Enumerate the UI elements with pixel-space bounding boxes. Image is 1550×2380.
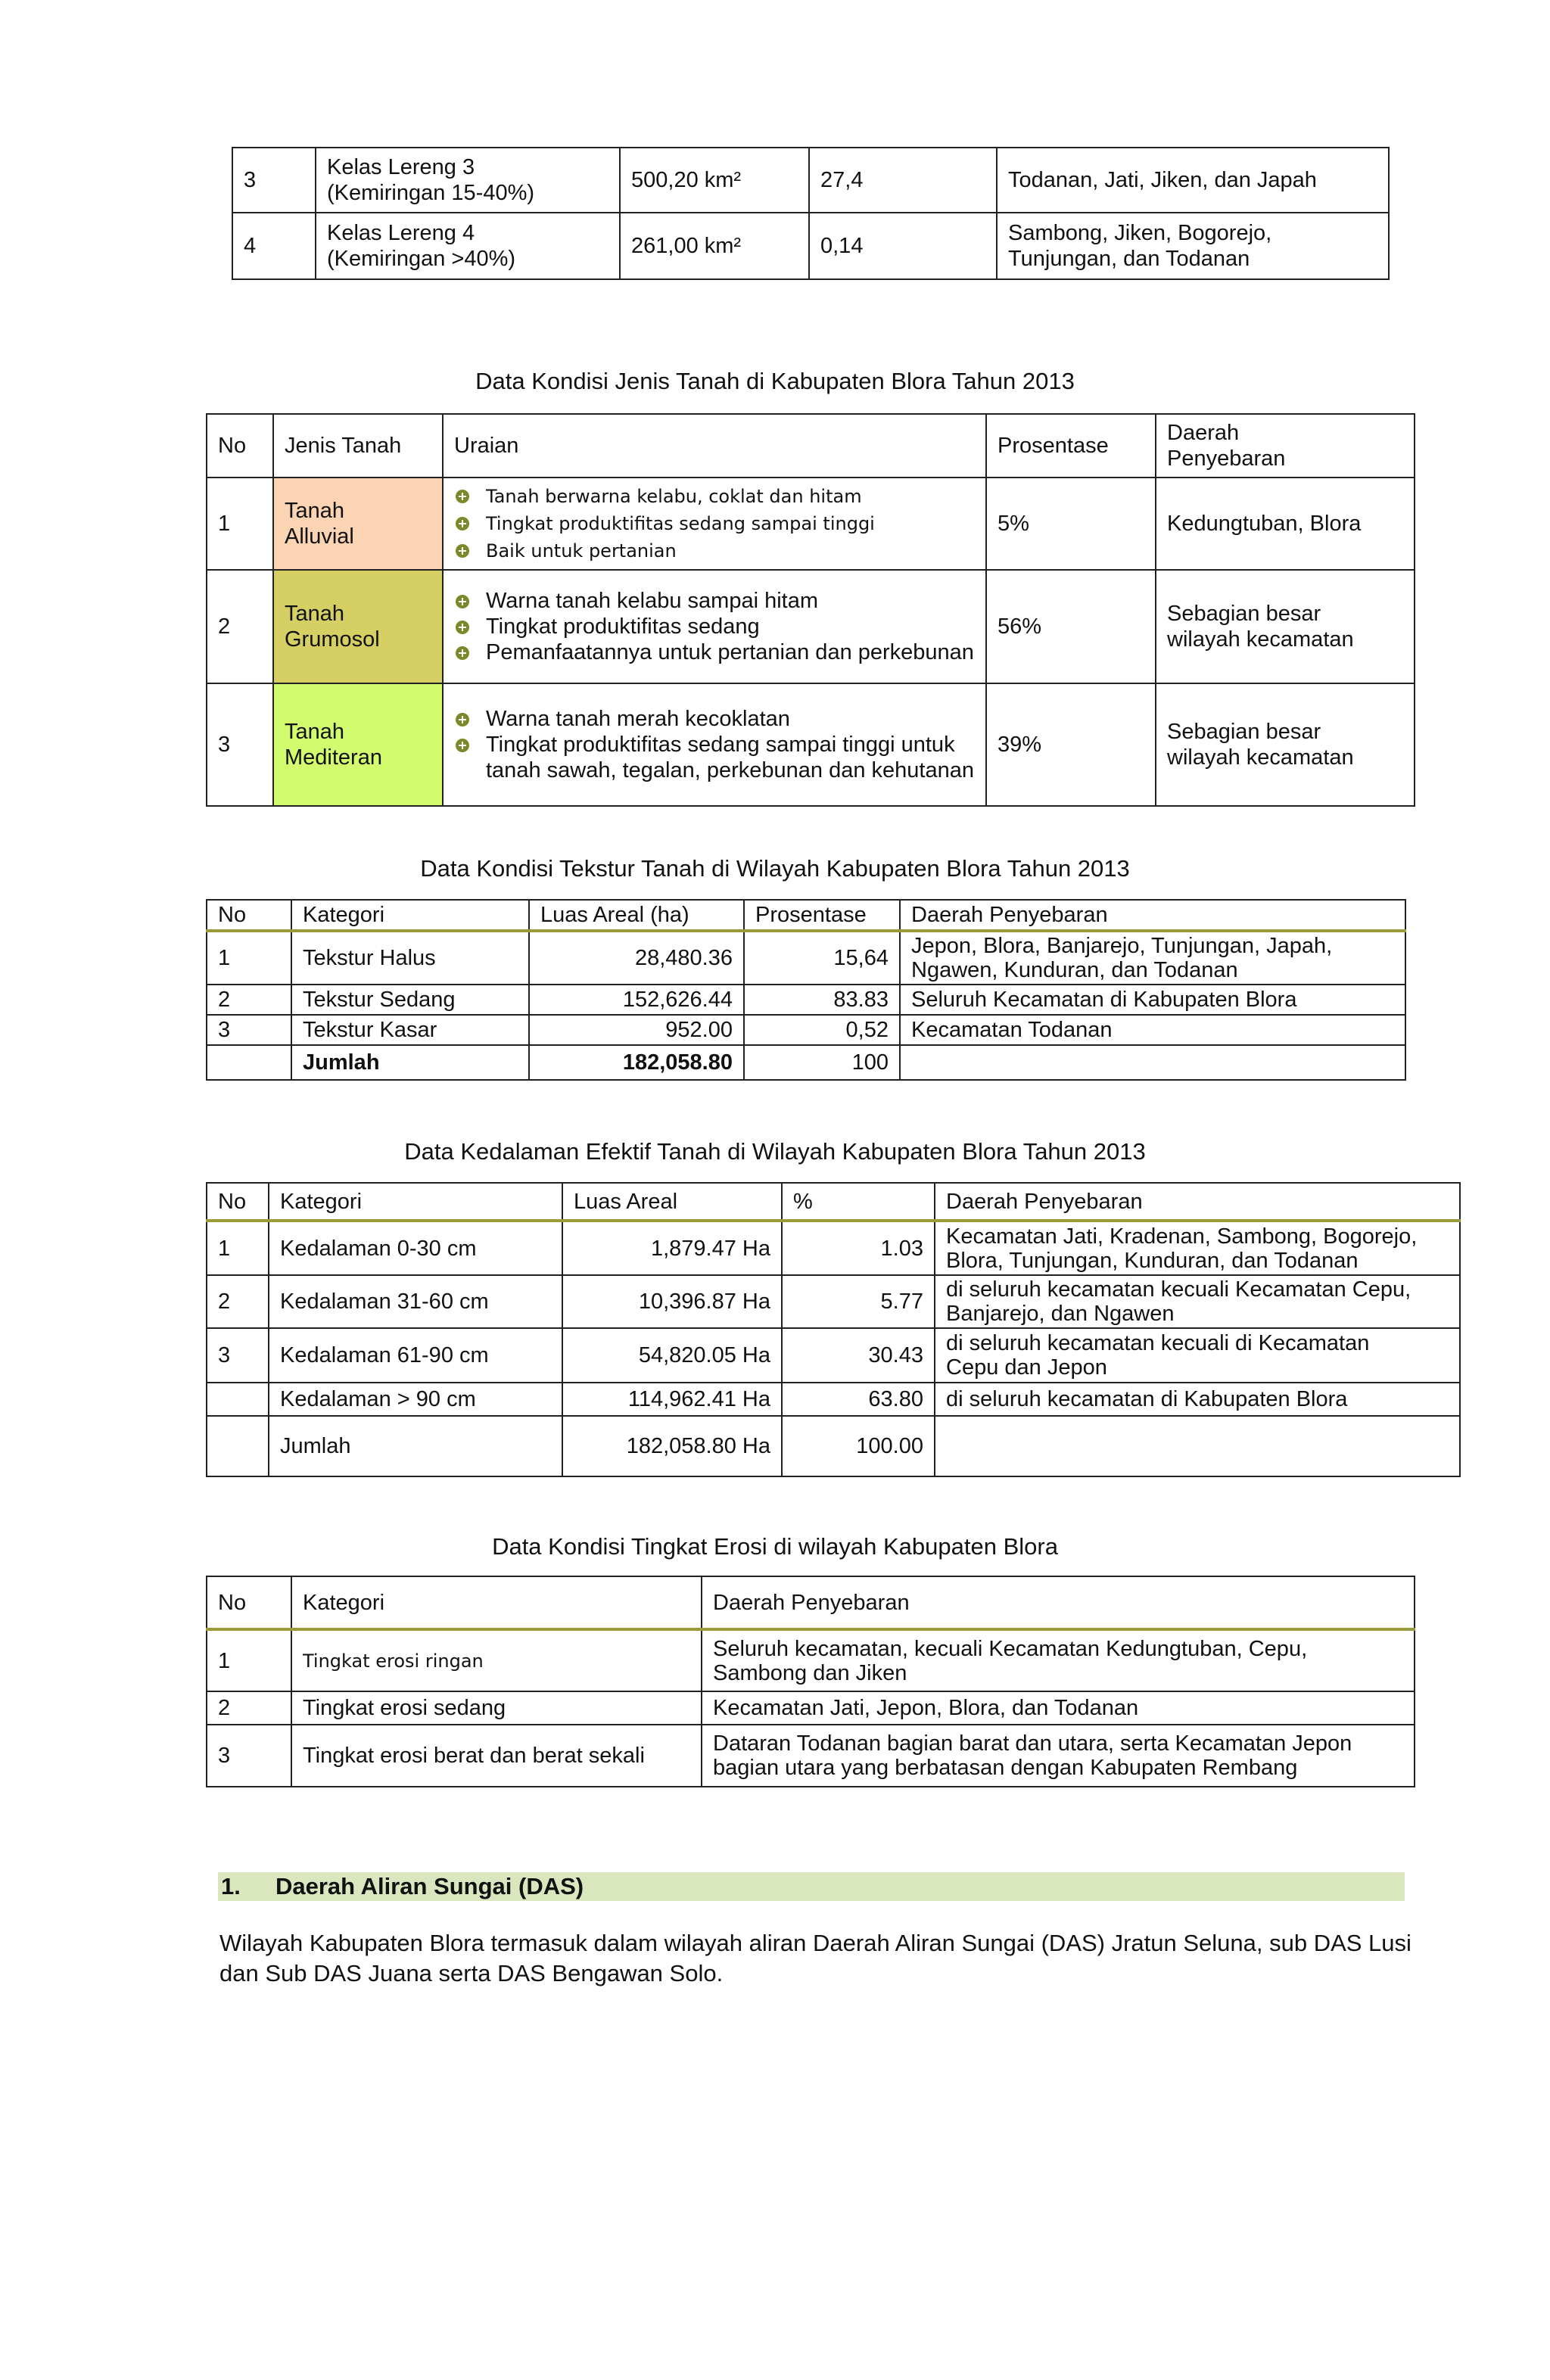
table-row: 3 Kelas Lereng 3 (Kemiringan 15-40%) 500,20 km² 27,4 Todanan, Jati, Jiken, dan Japah bbox=[232, 148, 1389, 213]
list-item: Tingkat produktifitas sedang sampai tinggi bbox=[454, 510, 975, 537]
bullet-icon bbox=[456, 544, 469, 558]
soil-type-cell: Tanah Alluvial bbox=[273, 478, 443, 570]
jenis-tanah-table bbox=[206, 413, 1415, 807]
table-row: 1 Tekstur Halus 28,480.36 15,64 Jepon, Blora, Banjarejo, Tunjungan, Japah, Ngawen, Kunduran, dan Todanan bbox=[207, 931, 1405, 985]
section-paragraph: Wilayah Kabupaten Blora termasuk dalam wilayah aliran Daerah Aliran Sungai (DAS) Jratun Seluna, sub DAS Lusi dan Sub DAS Juana serta DAS Bengawan Solo. bbox=[219, 1930, 1411, 1986]
bullet-icon bbox=[456, 621, 469, 634]
table-header-row: No Kategori Luas Areal % Daerah Penyebaran bbox=[207, 1183, 1460, 1221]
erosi-title: Data Kondisi Tingkat Erosi di wilayah Kabupaten Blora bbox=[492, 1533, 1058, 1560]
kelas-label: Kelas Lereng 4 bbox=[327, 221, 475, 245]
bullet-icon bbox=[456, 646, 469, 660]
list-item: Tingkat produktifitas sedang sampai tinggi untuk tanah sawah, tegalan, perkebunan dan kehutanan bbox=[454, 732, 975, 783]
bullet-icon bbox=[456, 490, 469, 503]
kemiringan-label: (Kemiringan >40%) bbox=[327, 247, 516, 271]
table-row: 3 Kedalaman 61-90 cm 54,820.05 Ha 30.43 di seluruh kecamatan kecuali di Kecamatan Cepu dan Jepon bbox=[207, 1328, 1460, 1383]
table-row: 3 Tanah Mediteran Warna tanah merah kecoklatan Tingkat produktifitas sedang sampai tinggi untuk tanah sawah, tegalan, perkebunan dan kehutanan 39% Sebagian besar wilayah kecamatan bbox=[207, 683, 1415, 806]
kedalaman-table bbox=[206, 1182, 1461, 1477]
table-row: 2 Tekstur Sedang 152,626.44 83.83 Seluruh Kecamatan di Kabupaten Blora bbox=[207, 985, 1405, 1015]
table-row: 2 Kedalaman 31-60 cm 10,396.87 Ha 5.77 di seluruh kecamatan kecuali Kecamatan Cepu, Banjarejo, dan Ngawen bbox=[207, 1275, 1460, 1328]
table-row: 3 Tekstur Kasar 952.00 0,52 Kecamatan Todanan bbox=[207, 1015, 1405, 1045]
uraian-list bbox=[454, 483, 975, 565]
bullet-icon bbox=[456, 739, 469, 752]
uraian-list bbox=[454, 588, 975, 665]
kedalaman-title: Data Kedalaman Efektif Tanah di Wilayah Kabupaten Blora Tahun 2013 bbox=[404, 1138, 1146, 1165]
tekstur-title: Data Kondisi Tekstur Tanah di Wilayah Kabupaten Blora Tahun 2013 bbox=[420, 855, 1130, 882]
section-heading bbox=[218, 1872, 1405, 1901]
uraian-list bbox=[454, 706, 975, 783]
list-item: Baik untuk pertanian bbox=[454, 537, 975, 565]
list-item: Tingkat produktifitas sedang bbox=[454, 614, 975, 639]
table-row: 2 Tingkat erosi sedang Kecamatan Jati, Jepon, Blora, dan Todanan bbox=[207, 1691, 1415, 1725]
bullet-icon bbox=[456, 713, 469, 726]
bullet-icon bbox=[456, 595, 469, 608]
table-total-row: Jumlah 182,058.80 100 bbox=[207, 1045, 1405, 1080]
table-header-row: No Kategori Daerah Penyebaran bbox=[207, 1576, 1415, 1629]
table-row: 1 Kedalaman 0-30 cm 1,879.47 Ha 1.03 Kecamatan Jati, Kradenan, Sambong, Bogorejo, Blora, Tunjungan, Kunduran, dan Todanan bbox=[207, 1221, 1460, 1275]
lereng-table bbox=[232, 147, 1390, 280]
table-row: 1 Tanah Alluvial Tanah berwarna kelabu, coklat dan hitam Tingkat produktifitas sedang sampai tinggi Baik untuk pertanian 5% Kedungtuban, Blora bbox=[207, 478, 1415, 570]
table-row: 3 Tingkat erosi berat dan berat sekali Dataran Todanan bagian barat dan utara, serta Kecamatan Jepon bagian utara yang berbatasan dengan Kabupaten Rembang bbox=[207, 1725, 1415, 1787]
list-item: Warna tanah kelabu sampai hitam bbox=[454, 588, 975, 614]
jenis-tanah-title: Data Kondisi Jenis Tanah di Kabupaten Blora Tahun 2013 bbox=[475, 368, 1075, 394]
table-row: 2 Tanah Grumosol Warna tanah kelabu sampai hitam Tingkat produktifitas sedang Pemanfaatannya untuk pertanian dan perkebunan 56% Sebagian besar wilayah kecamatan bbox=[207, 570, 1415, 683]
table-row: 1 Tingkat erosi ringan Seluruh kecamatan, kecuali Kecamatan Kedungtuban, Cepu, Sambong dan Jiken bbox=[207, 1629, 1415, 1691]
kemiringan-label: (Kemiringan 15-40%) bbox=[327, 181, 535, 205]
table-row: 4 Kelas Lereng 4 (Kemiringan >40%) 261,00 km² 0,14 Sambong, Jiken, Bogorejo, Tunjungan, dan Todanan bbox=[232, 213, 1389, 279]
table-row: Kedalaman > 90 cm 114,962.41 Ha 63.80 di seluruh kecamatan di Kabupaten Blora bbox=[207, 1383, 1460, 1416]
list-item: Warna tanah merah kecoklatan bbox=[454, 706, 975, 732]
list-item: Tanah berwarna kelabu, coklat dan hitam bbox=[454, 483, 975, 510]
section-title: Daerah Aliran Sungai (DAS) bbox=[275, 1873, 584, 1899]
erosi-table bbox=[206, 1576, 1415, 1787]
soil-type-cell: Tanah Mediteran bbox=[273, 683, 443, 806]
list-item: Pemanfaatannya untuk pertanian dan perkebunan bbox=[454, 639, 975, 665]
kelas-label: Kelas Lereng 3 bbox=[327, 155, 475, 179]
tekstur-table bbox=[206, 899, 1406, 1081]
soil-type-cell: Tanah Grumosol bbox=[273, 570, 443, 683]
section-number: 1. bbox=[221, 1873, 241, 1899]
table-header-row: No Jenis Tanah Uraian Prosentase Daerah Penyebaran bbox=[207, 414, 1415, 478]
bullet-icon bbox=[456, 517, 469, 530]
table-header-row: No Kategori Luas Areal (ha) Prosentase Daerah Penyebaran bbox=[207, 900, 1405, 931]
table-total-row: Jumlah 182,058.80 Ha 100.00 bbox=[207, 1416, 1460, 1476]
